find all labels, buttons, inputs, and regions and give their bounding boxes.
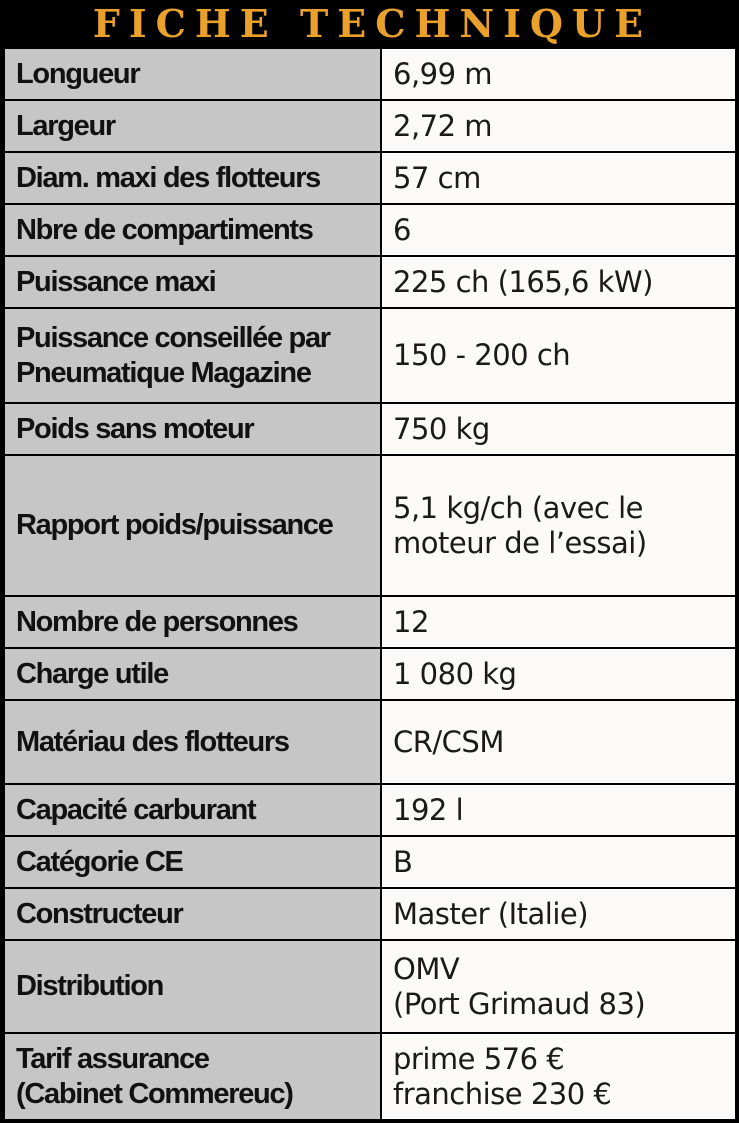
row-value: 2,72 m xyxy=(381,100,736,152)
table-row xyxy=(4,256,736,308)
row-label: Nbre de compartiments xyxy=(4,204,381,256)
row-label: Largeur xyxy=(4,100,381,152)
row-label: Puissance conseillée par Pneumatique Magazine xyxy=(4,308,381,403)
row-label: Poids sans moteur xyxy=(4,403,381,455)
table-row xyxy=(4,48,736,100)
row-label: Capacité carburant xyxy=(4,784,381,836)
row-label: Distribution xyxy=(4,940,381,1033)
row-value: B xyxy=(381,836,736,888)
row-label: Tarif assurance (Cabinet Commereuc) xyxy=(4,1033,381,1120)
row-label: Longueur xyxy=(4,48,381,100)
row-value: OMV (Port Grimaud 83) xyxy=(381,940,736,1033)
table-row xyxy=(4,700,736,784)
row-value: 150 - 200 ch xyxy=(381,308,736,403)
row-value: 192 l xyxy=(381,784,736,836)
row-label: Diam. maxi des flotteurs xyxy=(4,152,381,204)
row-label: Puissance maxi xyxy=(4,256,381,308)
table-row xyxy=(4,784,736,836)
table-row xyxy=(4,836,736,888)
table-row xyxy=(4,648,736,700)
sheet-title: FICHE TECHNIQUE xyxy=(92,0,653,46)
row-value: CR/CSM xyxy=(381,700,736,784)
table-row xyxy=(4,940,736,1033)
row-label: Charge utile xyxy=(4,648,381,700)
table-row xyxy=(4,403,736,455)
row-value: 12 xyxy=(381,596,736,648)
row-value: 5,1 kg/ch (avec le moteur de l’essai) xyxy=(381,455,736,596)
row-label: Rapport poids/puissance xyxy=(4,455,381,596)
table-row xyxy=(4,455,736,596)
row-value: Master (Italie) xyxy=(381,888,736,940)
row-value: 750 kg xyxy=(381,403,736,455)
row-label: Catégorie CE xyxy=(4,836,381,888)
table-row xyxy=(4,152,736,204)
row-label: Constructeur xyxy=(4,888,381,940)
row-value: 57 cm xyxy=(381,152,736,204)
header-bar xyxy=(0,0,739,47)
table-row xyxy=(4,888,736,940)
row-value: 225 ch (165,6 kW) xyxy=(381,256,736,308)
table-row xyxy=(4,100,736,152)
table-row xyxy=(4,596,736,648)
table-row xyxy=(4,308,736,403)
row-value: 6 xyxy=(381,204,736,256)
row-value: prime 576 € franchise 230 € xyxy=(381,1033,736,1120)
spec-table xyxy=(3,47,737,1121)
row-label: Matériau des flotteurs xyxy=(4,700,381,784)
table-row xyxy=(4,1033,736,1120)
row-label: Nombre de personnes xyxy=(4,596,381,648)
row-value: 1 080 kg xyxy=(381,648,736,700)
row-value: 6,99 m xyxy=(381,48,736,100)
table-row xyxy=(4,204,736,256)
